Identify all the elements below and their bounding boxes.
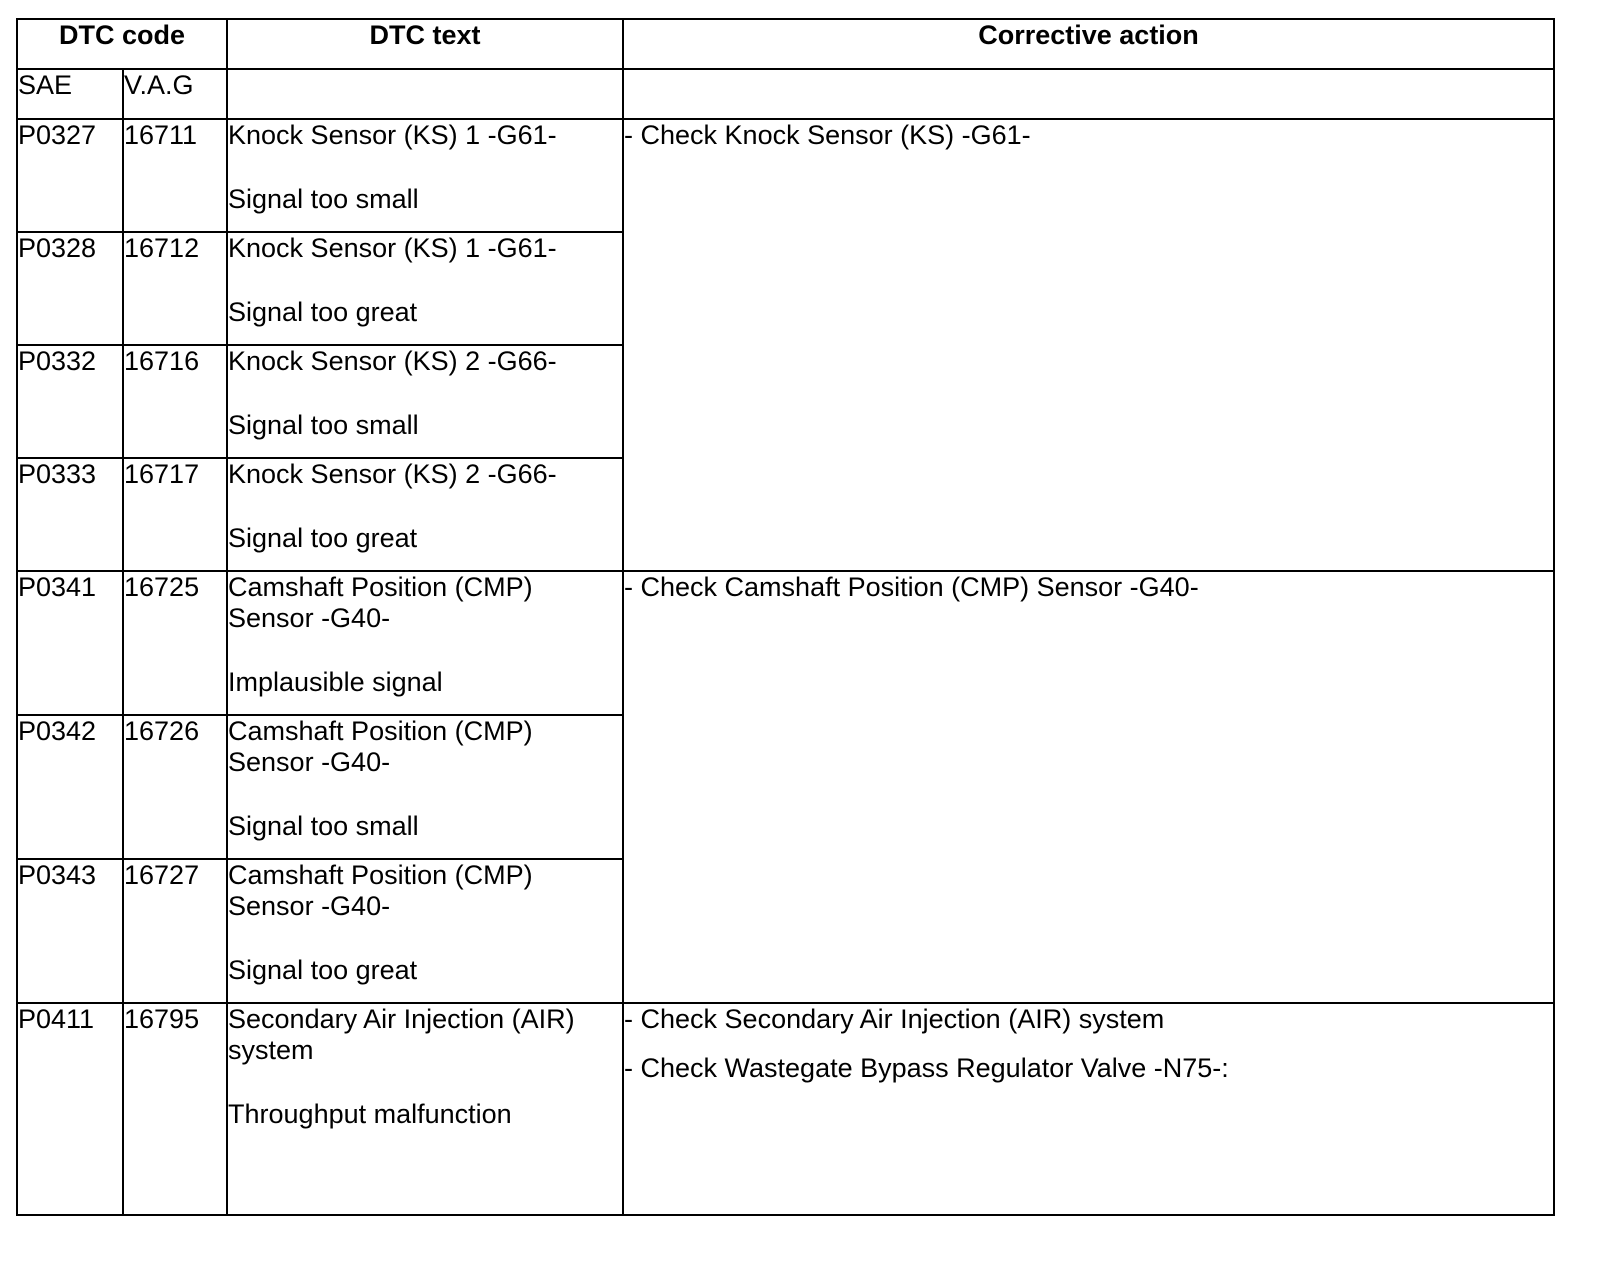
sae-code: P0327 — [17, 119, 123, 232]
dtc-status: Signal too small — [228, 811, 419, 841]
dtc-status: Signal too small — [228, 410, 419, 440]
vag-code: 16716 — [123, 345, 227, 458]
vag-code: 16712 — [123, 232, 227, 345]
dtc-status: Signal too great — [228, 297, 418, 327]
dtc-description-line-2: Sensor -G40- — [228, 891, 391, 921]
dtc-description: Camshaft Position (CMP) — [228, 860, 533, 890]
dtc-text-cell — [227, 571, 623, 715]
subheader-row — [17, 69, 1554, 119]
dtc-description: Camshaft Position (CMP) — [228, 716, 533, 746]
vag-code: 16711 — [123, 119, 227, 232]
sae-code: P0343 — [17, 859, 123, 1003]
dtc-description: Camshaft Position (CMP) — [228, 572, 533, 602]
table-row — [17, 571, 1554, 715]
dtc-status: Throughput malfunction — [228, 1099, 512, 1129]
corrective-action-cell — [623, 1003, 1554, 1215]
dtc-status: Signal too great — [228, 523, 418, 553]
dtc-table — [16, 18, 1555, 1216]
dtc-status: Signal too great — [228, 955, 418, 985]
subheader-vag: V.A.G — [123, 69, 227, 119]
header-row — [17, 19, 1554, 69]
action-item: - Check Camshaft Position (CMP) Sensor -G40- — [624, 572, 1199, 602]
subheader-sae: SAE — [17, 69, 123, 119]
dtc-description-line-2: system — [228, 1035, 314, 1065]
vag-code: 16717 — [123, 458, 227, 571]
action-item: - Check Wastegate Bypass Regulator Valve -N75-: — [624, 1053, 1229, 1083]
dtc-status: Implausible signal — [228, 667, 443, 697]
header-dtc-code: DTC code — [17, 19, 227, 69]
dtc-text-cell — [227, 119, 623, 232]
action-item: - Check Knock Sensor (KS) -G61- — [624, 120, 1031, 150]
vag-code: 16725 — [123, 571, 227, 715]
dtc-description-line-2: Sensor -G40- — [228, 603, 391, 633]
table-row — [17, 1003, 1554, 1215]
action-item: - Check Secondary Air Injection (AIR) system — [624, 1004, 1165, 1034]
header-dtc-text: DTC text — [227, 19, 623, 69]
sae-code: P0332 — [17, 345, 123, 458]
dtc-description: Knock Sensor (KS) 1 -G61- — [228, 120, 557, 150]
sae-code: P0342 — [17, 715, 123, 859]
subheader-empty-text — [227, 69, 623, 119]
dtc-status: Signal too small — [228, 184, 419, 214]
sae-code: P0333 — [17, 458, 123, 571]
subheader-empty-action — [623, 69, 1554, 119]
dtc-text-cell — [227, 458, 623, 571]
sae-code: P0411 — [17, 1003, 123, 1215]
dtc-text-cell — [227, 345, 623, 458]
dtc-text-cell — [227, 1003, 623, 1215]
dtc-description: Secondary Air Injection (AIR) — [228, 1004, 575, 1034]
vag-code: 16795 — [123, 1003, 227, 1215]
dtc-text-cell — [227, 715, 623, 859]
vag-code: 16726 — [123, 715, 227, 859]
dtc-description: Knock Sensor (KS) 2 -G66- — [228, 346, 557, 376]
dtc-text-cell — [227, 859, 623, 1003]
table-row — [17, 119, 1554, 232]
vag-code: 16727 — [123, 859, 227, 1003]
dtc-text-cell — [227, 232, 623, 345]
dtc-description: Knock Sensor (KS) 1 -G61- — [228, 233, 557, 263]
dtc-description: Knock Sensor (KS) 2 -G66- — [228, 459, 557, 489]
sae-code: P0341 — [17, 571, 123, 715]
corrective-action-cell — [623, 119, 1554, 571]
header-corrective-action: Corrective action — [623, 19, 1554, 69]
dtc-description-line-2: Sensor -G40- — [228, 747, 391, 777]
sae-code: P0328 — [17, 232, 123, 345]
corrective-action-cell — [623, 571, 1554, 1003]
